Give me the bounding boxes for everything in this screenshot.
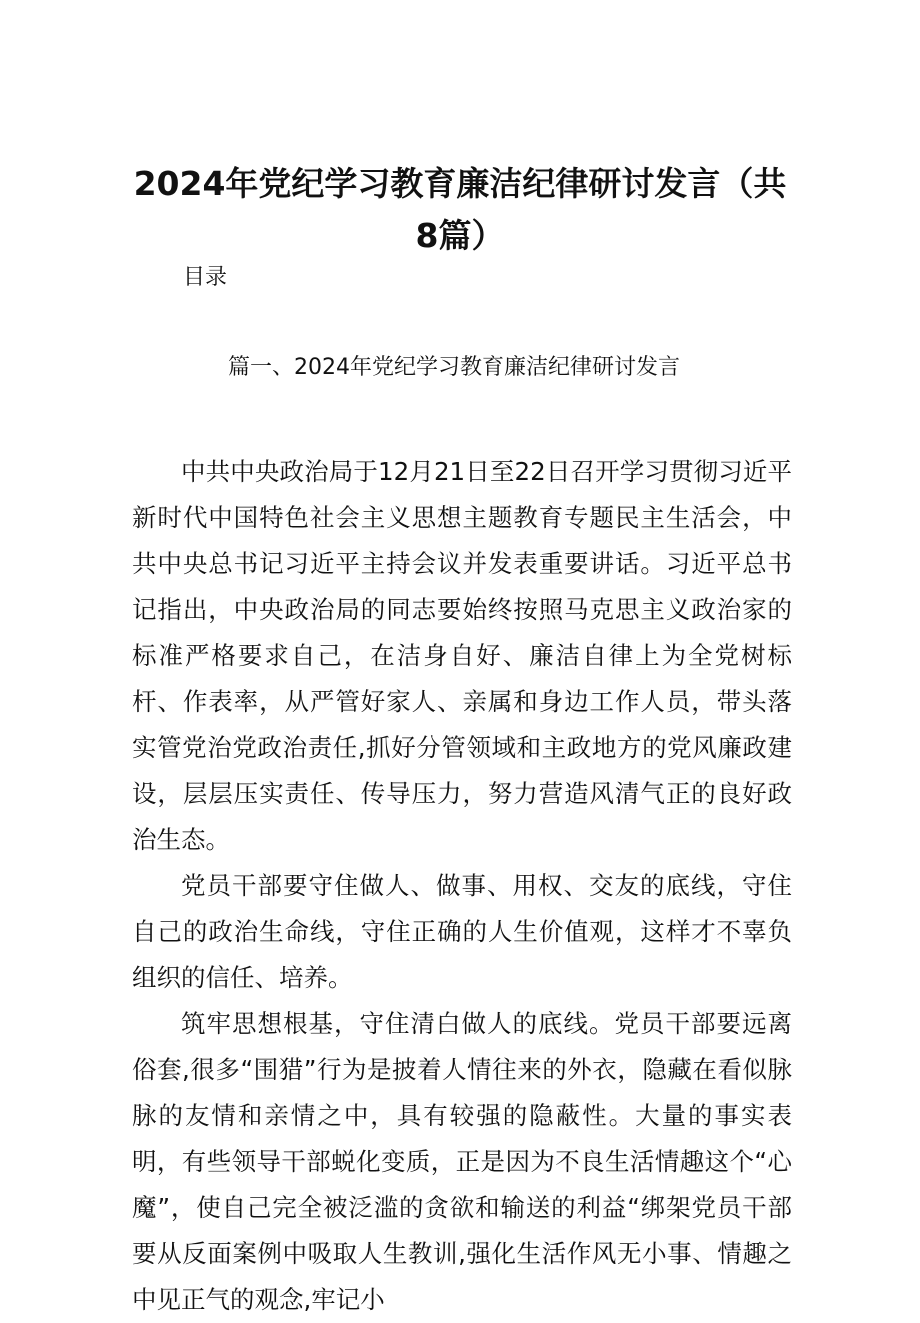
document-title: 2024年党纪学习教育廉洁纪律研讨发言（共8篇） bbox=[133, 164, 787, 256]
table-of-contents-label: 目录 bbox=[183, 265, 228, 290]
body-text bbox=[132, 449, 792, 1323]
paragraph: 中共中央政治局于12月21日至22日召开学习贯彻习近平新时代中国特色社会主义思想主题教育专题民主生活会，中共中央总书记习近平主持会议并发表重要讲话。习近平总书记指出，中央政治局的同志要始终按照马克思主义政治家的标准严格要求自己，在洁身自好、廉洁自律上为全党树标杆、作表率，从严管好家人、亲属和身边工作人员，带头落实管党治党政治责任,抓好分管领域和主政地方的党风廉政建设，层层压实责任、传导压力，努力营造风清气正的良好政治生态。 bbox=[132, 457, 792, 854]
section-heading: 篇一、2024年党纪学习教育廉洁纪律研讨发言 bbox=[228, 355, 680, 380]
paragraph: 筑牢思想根基，守住清白做人的底线。党员干部要远离俗套,很多“围猎”行为是披着人情往来的外衣，隐藏在看似脉脉的友情和亲情之中，具有较强的隐蔽性。大量的事实表明，有些领导干部蜕化变质，正是因为不良生活情趣这个“心魔”，使自己完全被泛滥的贪欲和输送的利益“绑架党员干部要从反面案例中吸取人生教训,强化生活作风无小事、情趣之中见正气的观念,牢记小 bbox=[132, 1009, 792, 1314]
paragraph: 党员干部要守住做人、做事、用权、交友的底线，守住自己的政治生命线，守住正确的人生价值观，这样才不辜负组织的信任、培养。 bbox=[132, 871, 792, 992]
